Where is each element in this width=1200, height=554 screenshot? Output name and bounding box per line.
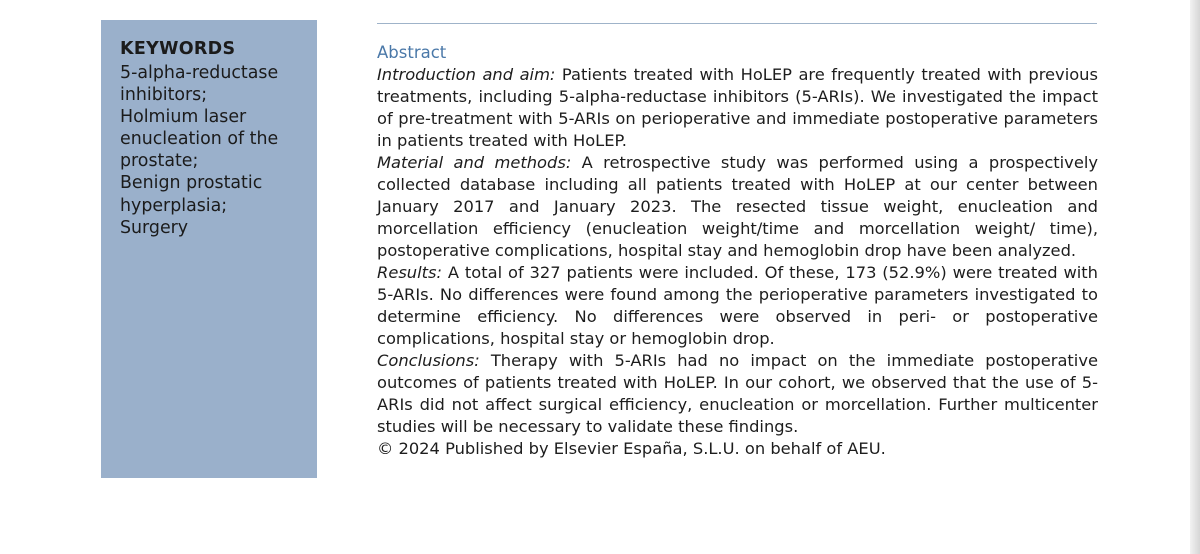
abstract-section: [377, 42, 1098, 460]
section-label-results: Results:: [377, 263, 443, 282]
section-divider: [377, 23, 1097, 24]
section-text-methods: A retrospective study was performed using a prospectively collected database including all patients treated with HoLEP at our center between January 2017 and January 2023. The resected tissue weight, enucleation and morcellation efficiency (enucleation weight/time and morcellation weight/ time), postoperative complications, hospital stay and hemoglobin drop have been analyzed.: [377, 153, 1098, 260]
section-label-conclusions: Conclusions:: [377, 351, 480, 370]
section-label-introduction: Introduction and aim:: [377, 65, 556, 84]
copyright-notice: © 2024 Published by Elsevier España, S.L.U. on behalf of AEU.: [377, 439, 886, 458]
keywords-panel: [101, 20, 317, 478]
abstract-paragraph-results: [377, 262, 1098, 350]
page-edge-shadow: [1190, 0, 1200, 554]
section-text-conclusions: Therapy with 5-ARIs had no impact on the immediate postoperative outcomes of patients treated with HoLEP. In our cohort, we observed that the use of 5-ARIs did not affect surgical efficiency, enucleation or morcellation. Further multicenter studies will be necessary to validate these findings.: [377, 351, 1098, 436]
abstract-paragraph-introduction: [377, 64, 1098, 152]
abstract-heading: Abstract: [377, 43, 447, 62]
keyword-item: Benign prostatic hyperplasia;: [120, 173, 263, 216]
abstract-paragraph-conclusions: [377, 350, 1098, 438]
section-label-methods: Material and methods:: [377, 153, 572, 172]
abstract-paragraph-methods: [377, 152, 1098, 262]
keyword-item: Surgery: [120, 217, 189, 238]
keyword-item: 5-alpha-reductase inhibitors;: [120, 63, 279, 106]
keywords-list: [120, 62, 307, 239]
section-text-introduction: Patients treated with HoLEP are frequently treated with previous treatments, including 5-alpha-reductase inhibitors (5-ARIs). We investigated the impact of pre-treatment with 5-ARIs on perioperative and immediate postoperative parameters in patients treated with HoLEP.: [377, 65, 1098, 150]
keyword-item: Holmium laser enucleation of the prostate;: [120, 107, 279, 172]
keywords-heading: KEYWORDS: [120, 39, 236, 59]
section-text-results: A total of 327 patients were included. Of these, 173 (52.9%) were treated with 5-ARIs. No differences were found among the perioperative parameters investigated to determine efficiency. No differences were observed in peri- or postoperative complications, hospital stay or hemoglobin drop.: [377, 263, 1098, 348]
